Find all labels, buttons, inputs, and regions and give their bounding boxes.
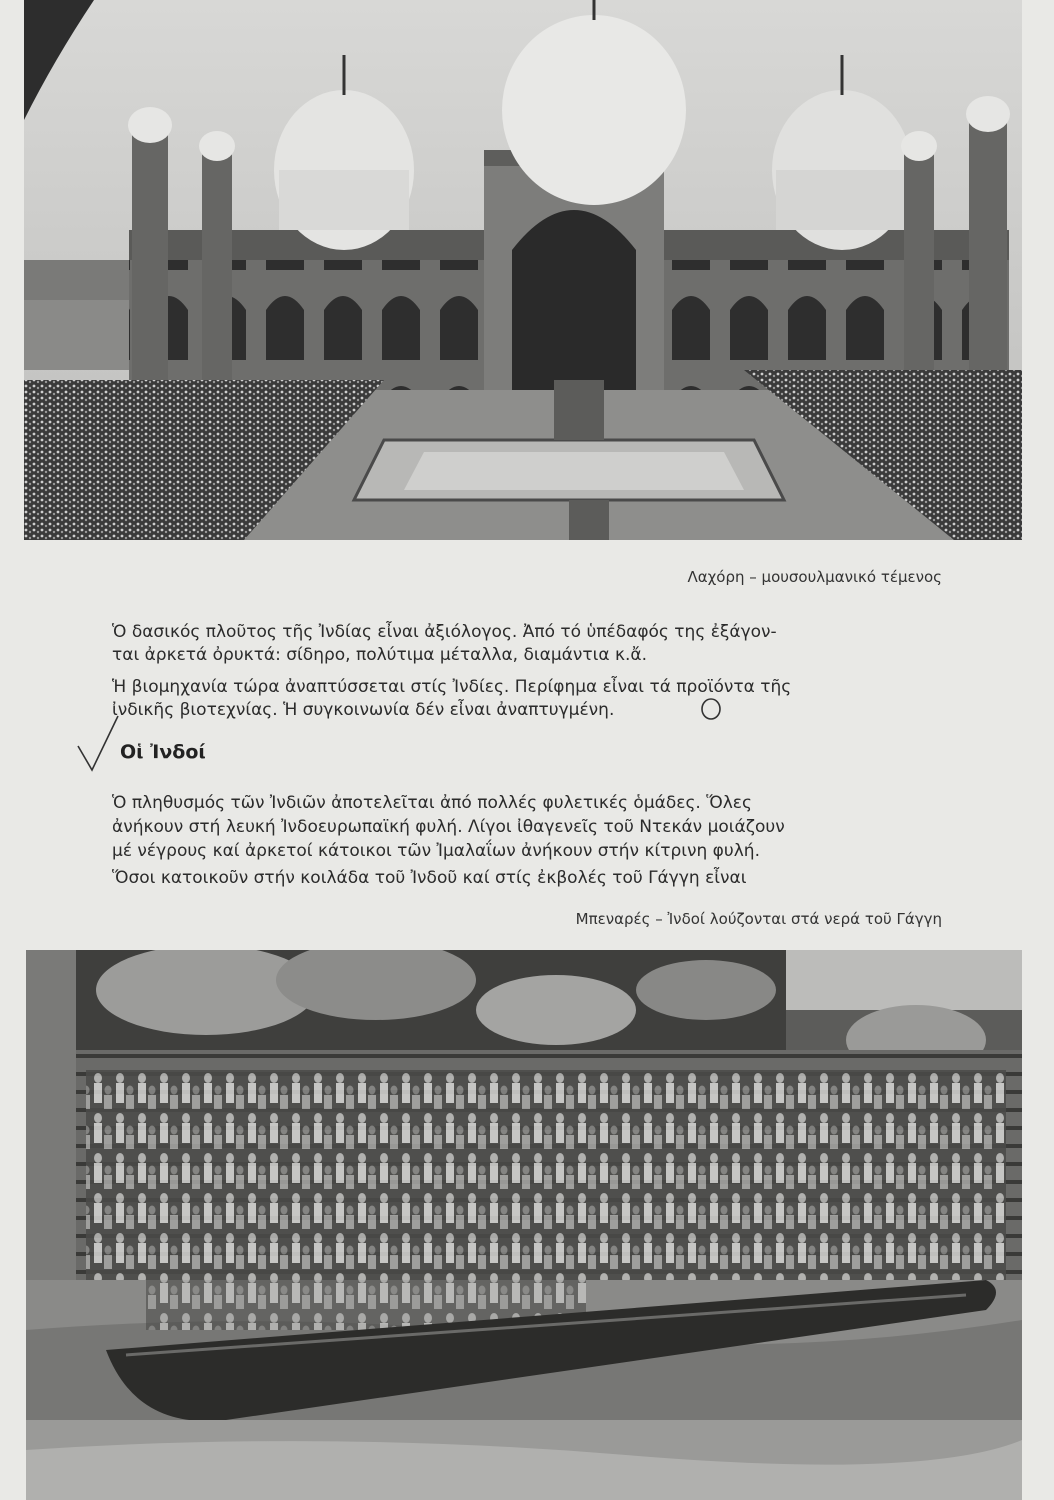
paragraph-indus-ganges <box>112 867 942 890</box>
handwritten-check-mark <box>74 714 124 774</box>
caption-lahore-photo: Λαχόρη – μουσουλμανικό τέμενος <box>687 568 942 586</box>
paragraph-line: Ὅσοι κατοικοῦν στήν κοιλάδα τοῦ Ἰνδοῦ καί στίς ἐκβολές τοῦ Γάγγη εἶναι <box>112 868 747 888</box>
section-heading-indians: Οἱ Ἰνδοί <box>120 741 206 763</box>
paragraph-line: Ὁ πληθυσμός τῶν Ἰνδιῶν ἀποτελεῖται ἀπό πολλές φυλετικές ὁμάδες. Ὅλες <box>112 793 752 813</box>
paragraph-natural-resources <box>112 621 942 667</box>
paragraph-line: ἀνήκουν στή λευκή Ἰνδοευρωπαϊκή φυλή. Λίγοι ἰθαγενεῖς τοῦ Ντεκάν μοιάζουν <box>112 817 785 837</box>
paragraph-line: Ὁ δασικός πλοῦτος τῆς Ἰνδίας εἶναι ἀξιόλογος. Ἀπό τό ὑπέδαφός της ἐξάγον- <box>112 622 777 642</box>
paragraph-line: ἰνδικῆς βιοτεχνίας. Ἡ συγκοινωνία δέν εἶναι ἀναπτυγμένη. <box>112 700 615 720</box>
caption-benares-photo: Μπεναρές – Ἰνδοί λούζονται στά νερά τοῦ Γάγγη <box>575 910 942 928</box>
photo-lahore-mosque <box>24 0 1022 540</box>
photo-benares-ganges <box>26 950 1022 1500</box>
paragraph-line: μέ νέγρους καί ἀρκετοί κάτοικοι τῶν Ἰμαλαΐων ἀνήκουν στήν κίτρινη φυλή. <box>112 841 760 861</box>
paragraph-line: ται ἀρκετά ὀρυκτά: σίδηρο, πολύτιμα μέταλλα, διαμάντια κ.ἄ. <box>112 645 648 665</box>
paragraph-population <box>112 791 942 863</box>
handwritten-circle-mark <box>698 696 724 722</box>
paragraph-line: Ἡ βιομηχανία τώρα ἀναπτύσσεται στίς Ἰνδίες. Περίφημα εἶναι τά προϊόντα τῆς <box>112 677 792 697</box>
paragraph-industry <box>112 676 942 722</box>
